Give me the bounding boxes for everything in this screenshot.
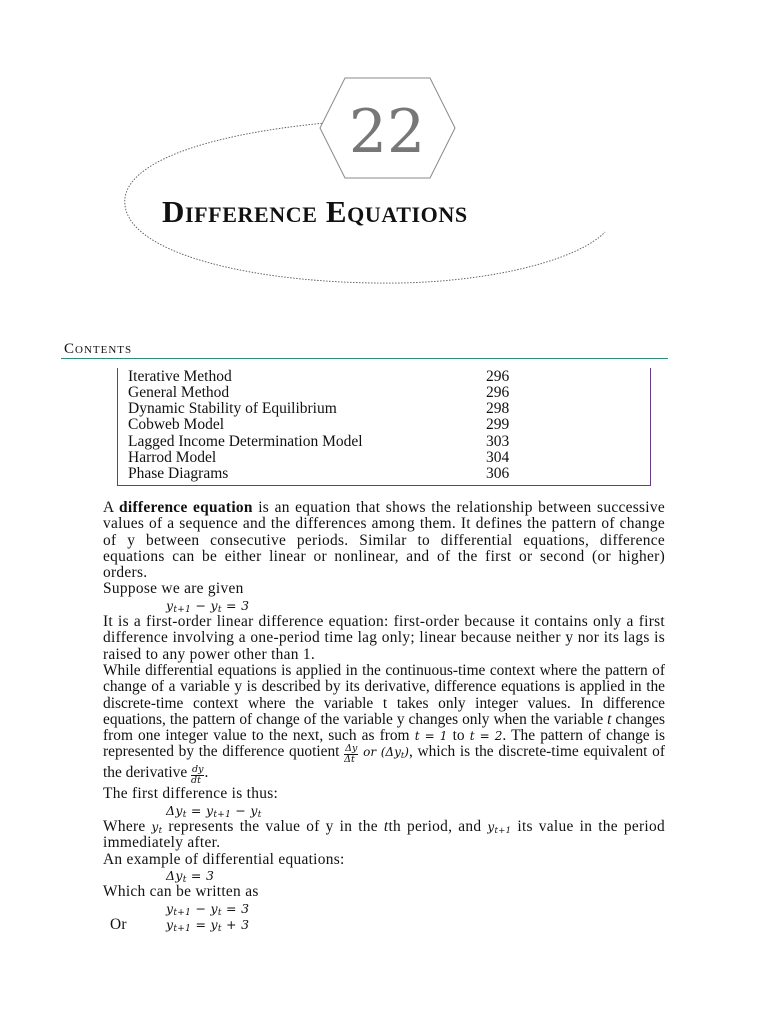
toc-entry-page: 298 [486,400,510,417]
fraction-delta-y-delta-t [344,744,358,765]
paragraph-suppose: Suppose we are given [103,580,244,598]
paragraph-text: represents the value of y in the [162,818,384,836]
toc-entry[interactable] [128,369,528,385]
toc-entry-label: General Method [128,384,230,401]
toc-entry-page: 296 [486,368,510,385]
inline-or: or [363,745,377,760]
toc-entry-page: 306 [486,465,510,482]
equation-5: $y_{t+1} = y_t + 3$ [166,916,250,934]
paragraph-text: . [204,764,209,782]
paragraph-text: changes from one integer value to the next, such as from [103,710,665,745]
toc-entry-label: Phase Diagrams [128,465,229,482]
body-text [103,500,665,933]
equation-4: $y_{t+1} - y_t = 3$ [166,900,250,918]
toc-entry-label: Iterative Method [128,368,232,385]
paragraph-definition [103,500,665,581]
contents-divider [61,358,668,359]
paragraph-text: th period, and [388,818,488,836]
toc-entry-label: Lagged Income Determination Model [128,433,363,450]
paragraph-where [103,819,665,852]
toc-entry-label: Harrod Model [128,449,217,466]
paragraph-text: . The pattern of change is represented by the difference quotient [103,727,666,761]
paragraph-text: Where [103,818,152,836]
term-difference-equation: difference equation [119,499,253,516]
inline-delta: (Δy [380,745,401,760]
paragraph-text: its value in the period immediately after. [103,818,666,852]
variable-t: t [383,818,389,836]
paragraph-lead: A [103,499,120,516]
paragraph-written-as: Which can be written as [103,883,259,901]
toc-entry[interactable] [128,434,528,450]
toc-entry-page: 303 [486,433,510,450]
fraction-denominator: dt [191,775,201,787]
paragraph-text: is an equation that shows the relationship between successive values of a sequence and the differences among them. It defines the pattern of change of y between consecutive periods. Similar to differential equations, difference equations can be either linear or nonlinear, and of the first or second (or higher) orders. [103,499,665,582]
toc-entry-page: 296 [486,384,510,401]
variable-t: t [607,710,612,728]
toc-entry[interactable] [128,450,528,466]
paragraph-first-difference: The first difference is thus: [103,785,279,803]
fraction-denominator: Δt [344,754,355,766]
chapter-title: Difference Equations [162,194,468,229]
toc-entry[interactable] [128,401,528,417]
toc-entry-page: 304 [486,449,510,466]
equation-2: $\Delta y_t = y_{t+1} - y_t$ [166,802,262,820]
paragraph-text: to [447,727,470,745]
toc-entry[interactable] [128,385,528,401]
inline-math: or $(\Delta y_t)$ [363,745,409,762]
chapter-number: 22 [348,97,426,167]
contents-heading: Contents [64,341,133,357]
paragraph-text: While differential equations is applied in the continuous-time context where the pattern of change of a variable y is described by its derivative, difference equations is applied in the discrete-time context where the variable t takes only integer values. In difference equations, the pattern of change of the variable y changes only when the variable [103,661,665,728]
fraction-dy-dt [191,765,204,786]
toc-entry-page: 299 [486,416,510,433]
equation-5-row [103,917,665,933]
inline-math: t = 1 [414,729,448,744]
or-label: Or [110,915,127,933]
inline-math: t = 2 [469,729,503,744]
inline-close: ) [404,745,409,760]
fraction-numerator: dy [192,764,204,776]
paragraph-example: An example of differential equations: [103,850,345,868]
toc-entry[interactable] [128,417,528,433]
toc-entry[interactable] [128,466,528,482]
paragraph-text: , which is the discrete-time equivalent of the derivative [103,743,665,782]
equation-1: $y_{t+1} - y_t = 3$ [166,597,250,615]
toc-entry-label: Dynamic Stability of Equilibrium [128,400,337,417]
toc-entry-label: Cobweb Model [128,416,225,433]
equation-3: $\Delta y_t = 3$ [166,867,215,885]
paragraph-continuous-vs-discrete [103,663,665,786]
inline-math: $y_t$ [151,820,163,837]
paragraph-first-order: It is a first-order linear difference equation: first-order because it contains only a first difference involving a one-period time lag only; linear because neither y nor its lags is raised to any power other than 1. [103,613,665,663]
inline-math: $y_{t+1}$ [487,820,512,837]
fraction-numerator: Δy [345,743,358,755]
